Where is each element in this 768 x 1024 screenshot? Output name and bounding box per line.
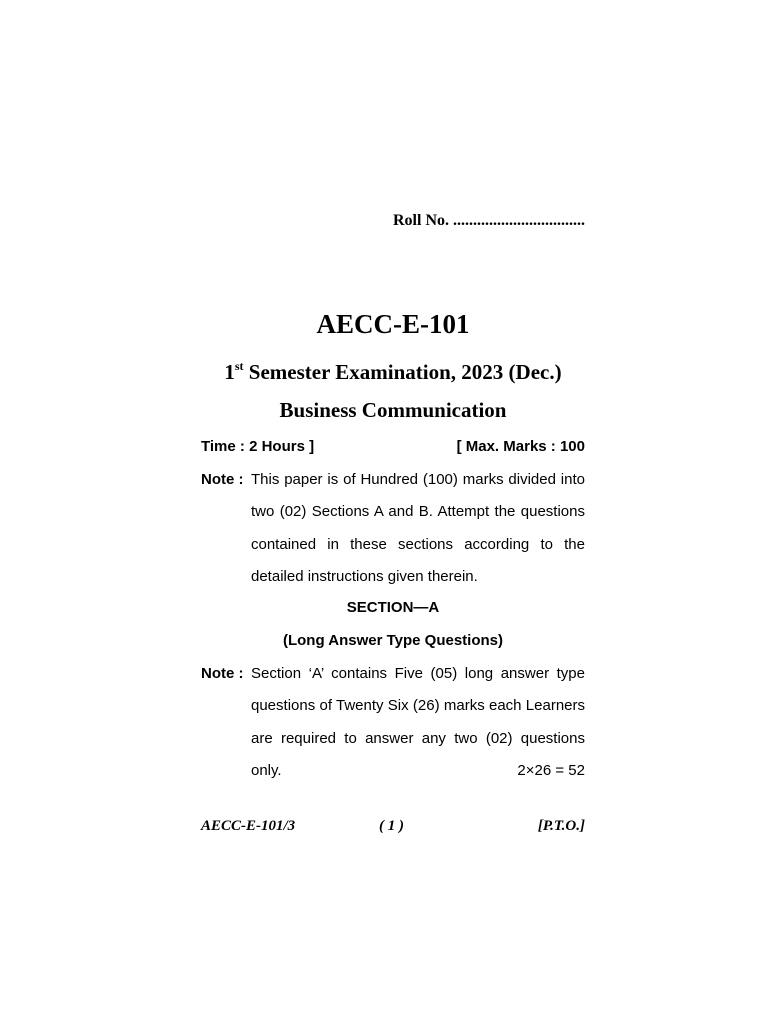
exam-title-rest: Semester Examination, 2023 (Dec.)	[243, 360, 562, 384]
general-note-label: Note :	[201, 471, 244, 488]
time-marks-row	[201, 438, 585, 455]
subject-title: Business Communication	[279, 398, 507, 422]
exam-title	[0, 359, 768, 385]
footer-paper-code: AECC-E-101/3	[201, 818, 296, 834]
section-a-title: SECTION—A	[346, 599, 440, 616]
paper-code-title: AECC-E-101	[316, 309, 470, 339]
exam-semester-suffix: st	[234, 359, 244, 373]
exam-semester-number: 1	[224, 360, 235, 384]
footer-page-number: ( 1 )	[379, 818, 404, 834]
footer-pto: [P.T.O.]	[537, 818, 585, 834]
section-a-note-label: Note :	[201, 665, 244, 682]
general-note-text: This paper is of Hundred (100) marks divided into two (02) Sections A and B. Attempt the questions contained in these sections according to the detailed instructions given therein.	[251, 471, 585, 585]
time-allowed: Time : 2 Hours ]	[201, 438, 315, 455]
section-a-marks: 2×26 = 52	[517, 762, 585, 779]
general-note	[201, 464, 585, 593]
max-marks: [ Max. Marks : 100	[456, 438, 585, 455]
roll-number-line: Roll No. .................................	[393, 212, 585, 229]
section-a-subtitle: (Long Answer Type Questions)	[282, 632, 503, 649]
section-a-note-text: Section ‘A’ contains Five (05) long answer type questions of Twenty Six (26) marks each Learners are required to answer any two (02) questions only.	[251, 665, 585, 779]
